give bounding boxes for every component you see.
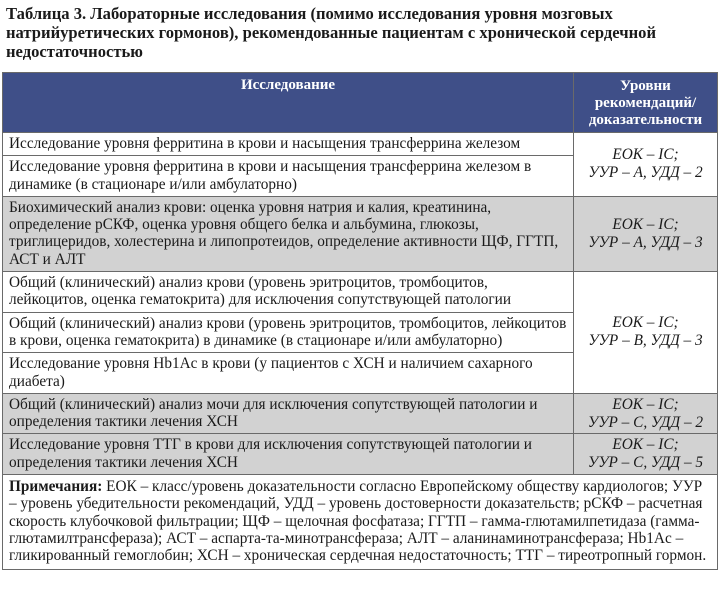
level-line: УУР – А, УДД – 3 <box>588 233 703 251</box>
test-cell: Исследование уровня ферритина в крови и насыщения трансферрина железом <box>3 133 574 156</box>
level-cell <box>574 196 718 271</box>
level-line: УУР – В, УДД – 3 <box>588 332 703 350</box>
level-line: ЕОК – IC; <box>612 314 679 332</box>
notes-text: ЕОК – класс/уровень доказательности согласно Европейскому обществу кардиологов; УУР – уровень убедительности рекомендаций, УДД – уровень достоверности доказательств; рСКФ – расчетная скорость клубочковой фильтрации; ЩФ – щелочная фосфатаза; ГГТП – гамма-глютамилпетидаза (гамма-глютамилтрансфераза); АСТ – аспарта-та-минотрансфераза; АЛТ – аланинаминотрансфераза; Hb1Ac – гликированный гемоглобин; ХСН – хроническая сердечная недостаточность; ТТГ – тиреотропный гормон. <box>9 478 707 565</box>
test-cell: Общий (клинический) анализ крови (уровень эритроцитов, тромбоцитов, лейкоцитов в крови, оценка гематокрита) в динамике (в стационаре и/или амбулаторно) <box>3 312 574 353</box>
header-test: Исследование <box>3 73 574 133</box>
table-row <box>3 434 718 475</box>
test-cell: Исследование уровня ТТГ в крови для исключения сопутствующей патологии и определения тактики лечения ХСН <box>3 434 574 475</box>
test-cell: Общий (клинический) анализ крови (уровень эритроцитов, тромбоцитов, лейкоцитов, оценка гематокрита) для исключения сопутствующей патологии <box>3 272 574 313</box>
notes-label: Примечания: <box>9 478 103 496</box>
table-caption: Таблица 3. Лабораторные исследования (помимо исследования уровня мозговых натрийуретических гормонов), рекомендованные пациентам с хронической сердечной недостаточностью <box>6 4 657 61</box>
level-line: ЕОК – IC; <box>612 395 679 413</box>
notes-cell <box>3 475 718 569</box>
test-cell: Исследование уровня ферритина в крови и насыщения трансферрина железом в динамике (в стационаре и/или амбулаторно) <box>3 156 574 197</box>
lab-tests-table <box>2 72 718 570</box>
table-row <box>3 196 718 271</box>
level-cell <box>574 434 718 475</box>
level-line: ЕОК – IC; <box>612 146 679 164</box>
table-header-row <box>3 73 718 133</box>
test-cell: Общий (клинический) анализ мочи для исключения сопутствующей патологии и определения тактики лечения ХСН <box>3 393 574 434</box>
level-line: ЕОК – IC; <box>612 215 679 233</box>
level-line: УУР – А, УДД – 2 <box>588 164 703 182</box>
level-line: УУР – С, УДД – 5 <box>587 454 704 472</box>
level-cell <box>574 272 718 394</box>
level-cell <box>574 133 718 197</box>
level-line: УУР – С, УДД – 2 <box>587 413 704 431</box>
level-line: ЕОК – IC; <box>612 436 679 454</box>
notes-row <box>3 475 718 569</box>
table-row <box>3 393 718 434</box>
test-cell: Биохимический анализ крови: оценка уровня натрия и калия, креатинина, определение рСКФ, оценка уровня общего белка и альбумина, глюкозы, триглицеридов, холестерина и липопротеидов, определение активности ЩФ, ГГТП, АСТ и АЛТ <box>3 196 574 271</box>
table-row <box>3 133 718 156</box>
header-levels: Уровни рекомендаций/ доказательности <box>574 73 718 133</box>
table-row <box>3 272 718 313</box>
level-cell <box>574 393 718 434</box>
test-cell: Исследование уровня Hb1Ac в крови (у пациентов с ХСН и наличием сахарного диабета) <box>3 353 574 394</box>
